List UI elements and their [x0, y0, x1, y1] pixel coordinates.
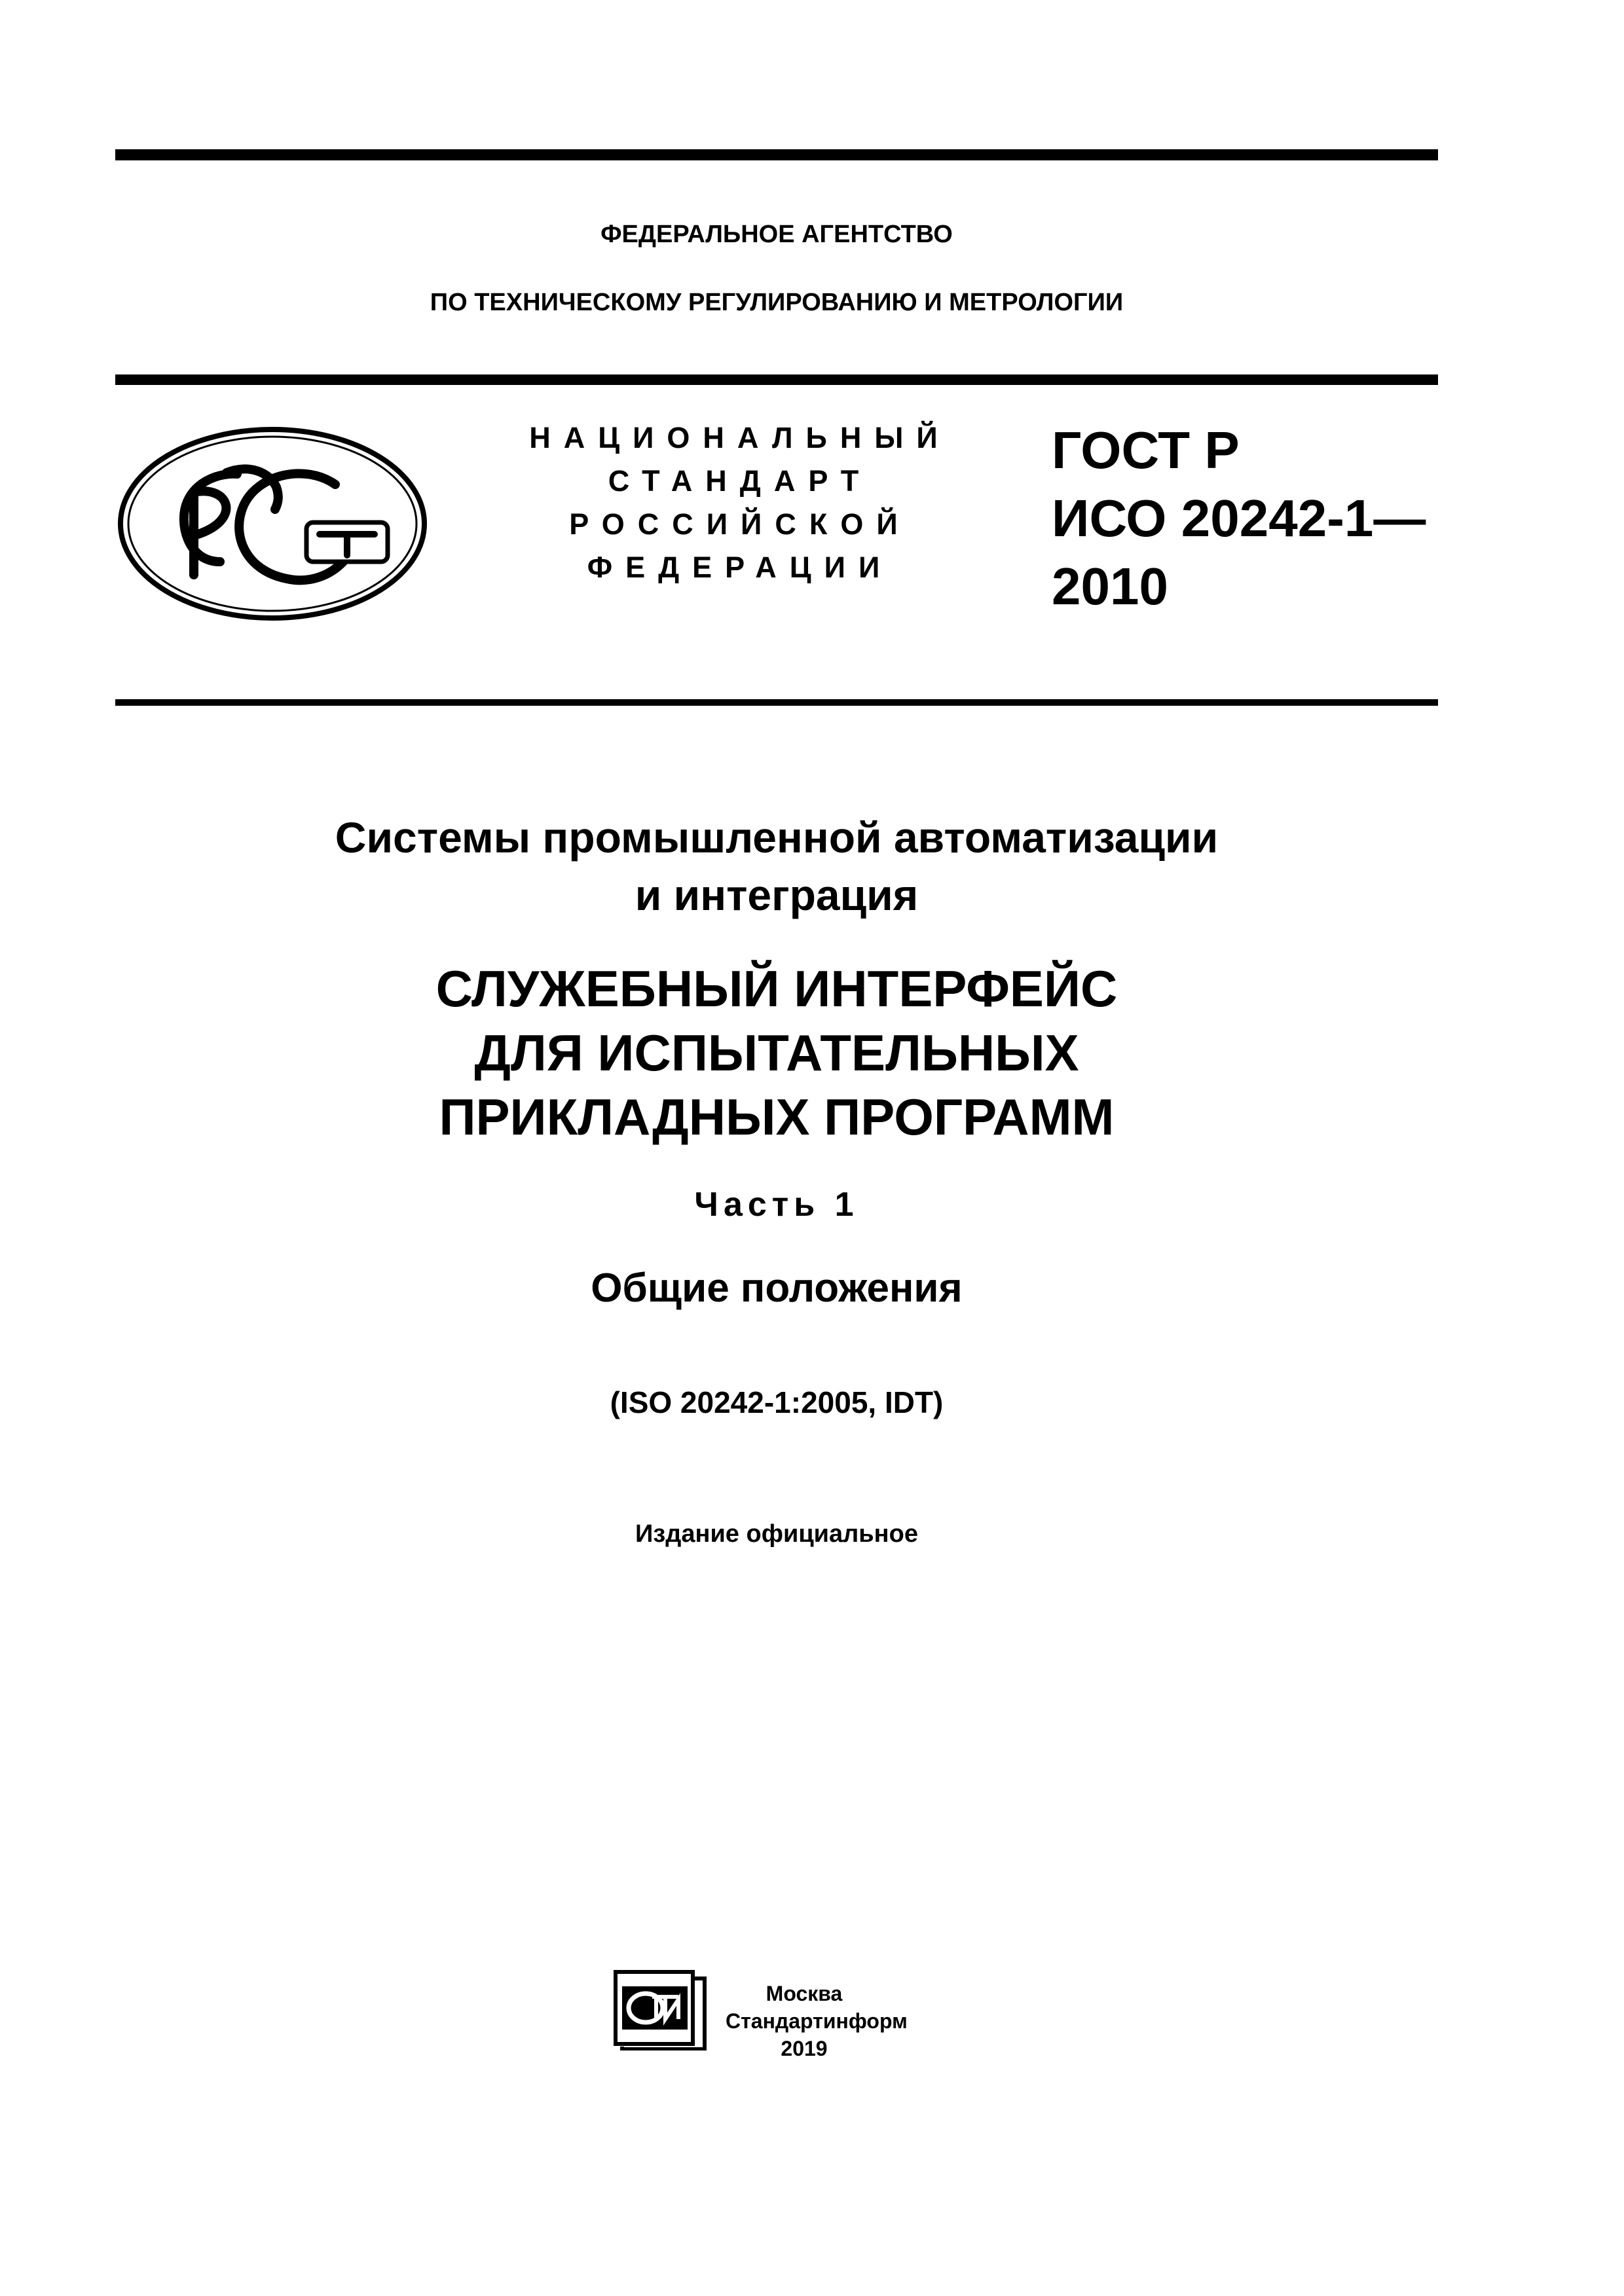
designation-line3: 2010: [1052, 557, 1168, 615]
lower-rule: [115, 699, 1438, 706]
emblem-main-text: РС: [272, 620, 274, 621]
standard-type-line3: РОССИЙСКОЙ: [569, 507, 911, 541]
publisher-logo-text: СТИ: [659, 2047, 662, 2049]
standartinform-logo-icon: [613, 1969, 707, 2050]
agency-name-line1: ФЕДЕРАЛЬНОЕ АГЕНТСТВО: [600, 221, 953, 248]
title-line2: и интеграция: [635, 871, 919, 919]
main-title-line3: ПРИКЛАДНЫХ ПРОГРАММ: [439, 1088, 1115, 1146]
iso-reference: (ISO 20242-1:2005, IDT): [610, 1385, 944, 1419]
standard-type-line2: СТАНДАРТ: [608, 464, 872, 498]
standard-designation: [1052, 416, 1426, 621]
edition-label: Издание официальное: [635, 1520, 918, 1548]
publisher-name: Стандартинформ: [726, 2009, 908, 2033]
standard-type-block: [524, 419, 956, 592]
standard-type-line1: НАЦИОНАЛЬНЫЙ: [529, 421, 951, 454]
title-line1: Системы промышленной автоматизации: [335, 813, 1219, 862]
publication-year: 2019: [781, 2037, 828, 2060]
main-title-line2: ДЛЯ ИСПЫТАТЕЛЬНЫХ: [474, 1024, 1079, 1082]
agency-name-line2: ПО ТЕХНИЧЕСКОМУ РЕГУЛИРОВАНИЮ И МЕТРОЛОГИИ: [430, 289, 1124, 316]
designation-line2: ИСО 20242-1—: [1052, 489, 1426, 547]
main-title-line1: СЛУЖЕБНЫЙ ИНТЕРФЕЙС: [435, 960, 1118, 1017]
middle-rule: [115, 374, 1438, 385]
publisher-block: [726, 1980, 908, 2062]
standard-type-line4: ФЕДЕРАЦИИ: [587, 551, 893, 584]
part-number: Часть 1: [694, 1186, 859, 1224]
rst-emblem-icon: [115, 424, 430, 623]
emblem-small-text: Т: [272, 621, 274, 623]
top-rule: [115, 149, 1438, 160]
designation-line1: ГОСТ Р: [1052, 421, 1240, 479]
subtitle: Общие положения: [591, 1266, 963, 1311]
publisher-city: Москва: [766, 1982, 843, 2005]
